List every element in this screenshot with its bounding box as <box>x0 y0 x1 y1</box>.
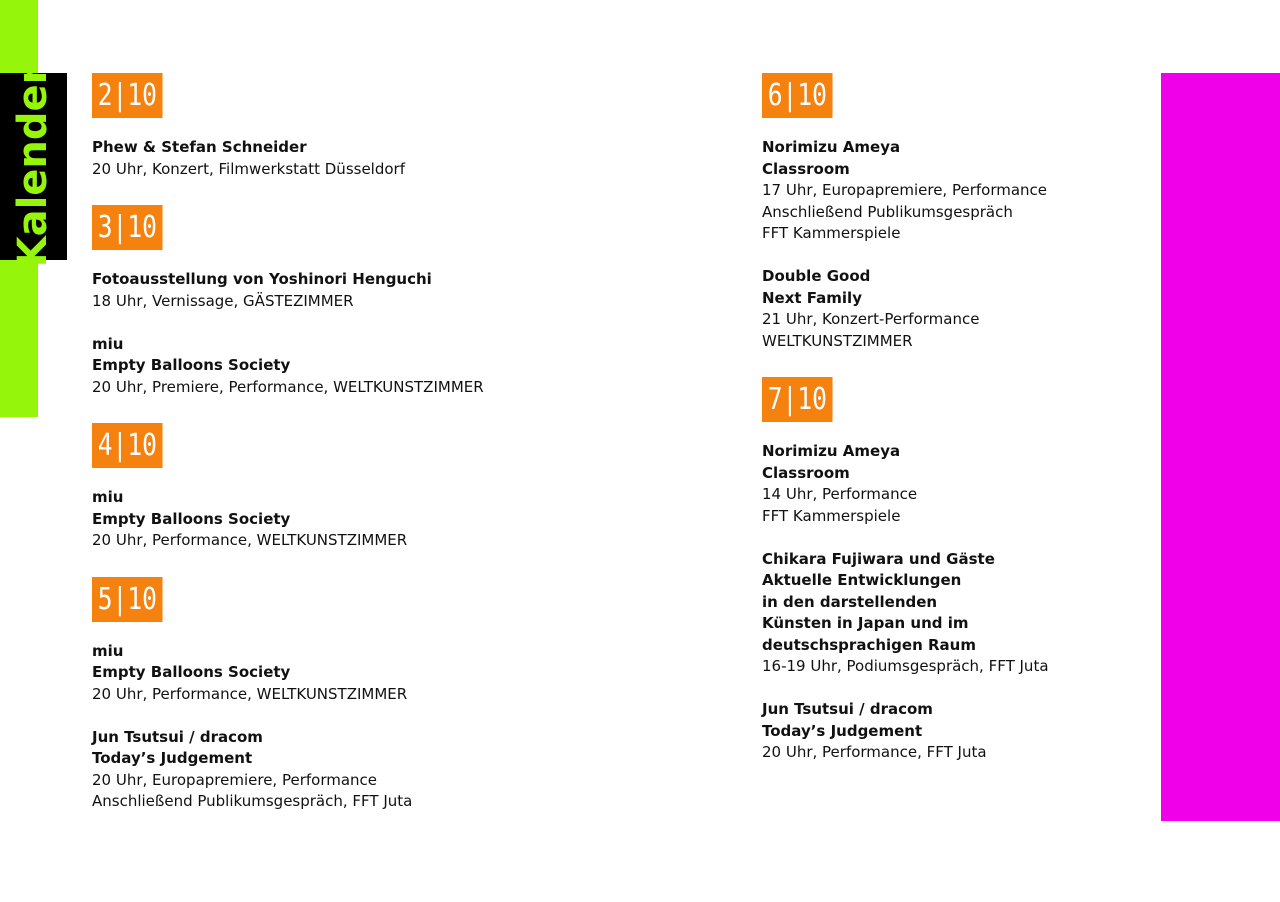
event-title-line: in den darstellenden <box>762 592 938 611</box>
event-title-line: Today’s Judgement <box>762 721 923 740</box>
event-title-line: Classroom <box>762 463 850 482</box>
event-title-line: Empty Balloons Society <box>92 663 291 681</box>
event-title-line: Künsten in Japan und im <box>762 614 969 632</box>
event-detail-line: FFT Kammerspiele <box>762 506 901 525</box>
event-title-line: miu <box>92 334 124 353</box>
date-badge: 2|10 <box>92 73 163 118</box>
calendar-day <box>762 377 1142 764</box>
event-title-line: Chikara Fujiwara und Gäste <box>762 549 995 568</box>
left-calendar-column <box>92 73 652 838</box>
calendar-day <box>92 423 652 552</box>
magenta-accent-bar <box>1161 73 1280 821</box>
event-entry <box>762 699 1142 764</box>
event-title-line: miu <box>92 641 124 660</box>
event-detail-line: FFT Kammerspiele <box>762 224 901 242</box>
event-entry <box>92 487 652 552</box>
event-detail-line: 20 Uhr, Konzert, Filmwerkstatt Düsseldorf <box>92 159 405 178</box>
event-detail-line: 20 Uhr, Performance, WELTKUNSTZIMMER <box>92 531 408 549</box>
calendar-day <box>92 73 652 180</box>
event-detail-line: Anschließend Publikumsgespräch, FFT Juta <box>92 792 413 810</box>
date-badge: 3|10 <box>92 205 163 250</box>
event-detail-line: 16-19 Uhr, Podiumsgespräch, FFT Juta <box>762 657 1049 675</box>
event-title-line: Norimizu Ameya <box>762 138 901 156</box>
event-title-line: Jun Tsutsui / dracom <box>762 700 933 718</box>
event-detail-line: 18 Uhr, Vernissage, GÄSTEZIMMER <box>92 291 354 310</box>
event-entry <box>762 549 1142 678</box>
event-title-line: deutschsprachigen Raum <box>762 635 976 654</box>
event-entry <box>762 266 1142 352</box>
event-title-line: Jun Tsutsui / dracom <box>92 727 263 746</box>
event-title-line: Next Family <box>762 288 862 307</box>
event-title-line: Fotoausstellung von Yoshinori Henguchi <box>92 270 432 288</box>
date-badge: 5|10 <box>92 577 163 622</box>
event-entry <box>92 269 652 312</box>
calendar-day <box>92 577 652 813</box>
event-title-line: Norimizu Ameya <box>762 442 901 460</box>
event-title-line: Empty Balloons Society <box>92 509 291 528</box>
date-badge: 4|10 <box>92 423 163 468</box>
date-badge: 7|10 <box>762 377 833 422</box>
event-entry <box>762 441 1142 527</box>
event-detail-line: 20 Uhr, Performance, WELTKUNSTZIMMER <box>92 684 408 703</box>
event-detail-line: 14 Uhr, Performance <box>762 485 918 503</box>
event-title-line: Today’s Judgement <box>92 749 253 767</box>
event-detail-line: WELTKUNSTZIMMER <box>762 331 913 350</box>
kalender-title: Kalender <box>10 64 56 268</box>
right-calendar-column <box>762 73 1142 789</box>
event-detail-line: 21 Uhr, Konzert-Performance <box>762 310 980 328</box>
event-detail-line: 20 Uhr, Premiere, Performance, WELTKUNSTZIMMER <box>92 377 484 396</box>
event-entry <box>92 641 652 706</box>
event-title-line: Aktuelle Entwicklungen <box>762 571 962 589</box>
date-badge: 6|10 <box>762 73 833 118</box>
event-title-line: Double Good <box>762 267 871 285</box>
event-entry <box>92 727 652 813</box>
event-entry <box>762 137 1142 245</box>
event-entry <box>92 137 652 180</box>
event-detail-line: 20 Uhr, Performance, FFT Juta <box>762 743 987 761</box>
calendar-day <box>762 73 1142 352</box>
calendar-day <box>92 205 652 398</box>
event-title-line: Classroom <box>762 159 850 178</box>
event-title-line: miu <box>92 488 124 506</box>
event-title-line: Empty Balloons Society <box>92 356 291 374</box>
event-detail-line: Anschließend Publikumsgespräch <box>762 202 1013 221</box>
event-detail-line: 20 Uhr, Europapremiere, Performance <box>92 770 378 789</box>
event-entry <box>92 334 652 399</box>
event-detail-line: 17 Uhr, Europapremiere, Performance <box>762 181 1048 199</box>
event-title-line: Phew & Stefan Schneider <box>92 138 307 156</box>
